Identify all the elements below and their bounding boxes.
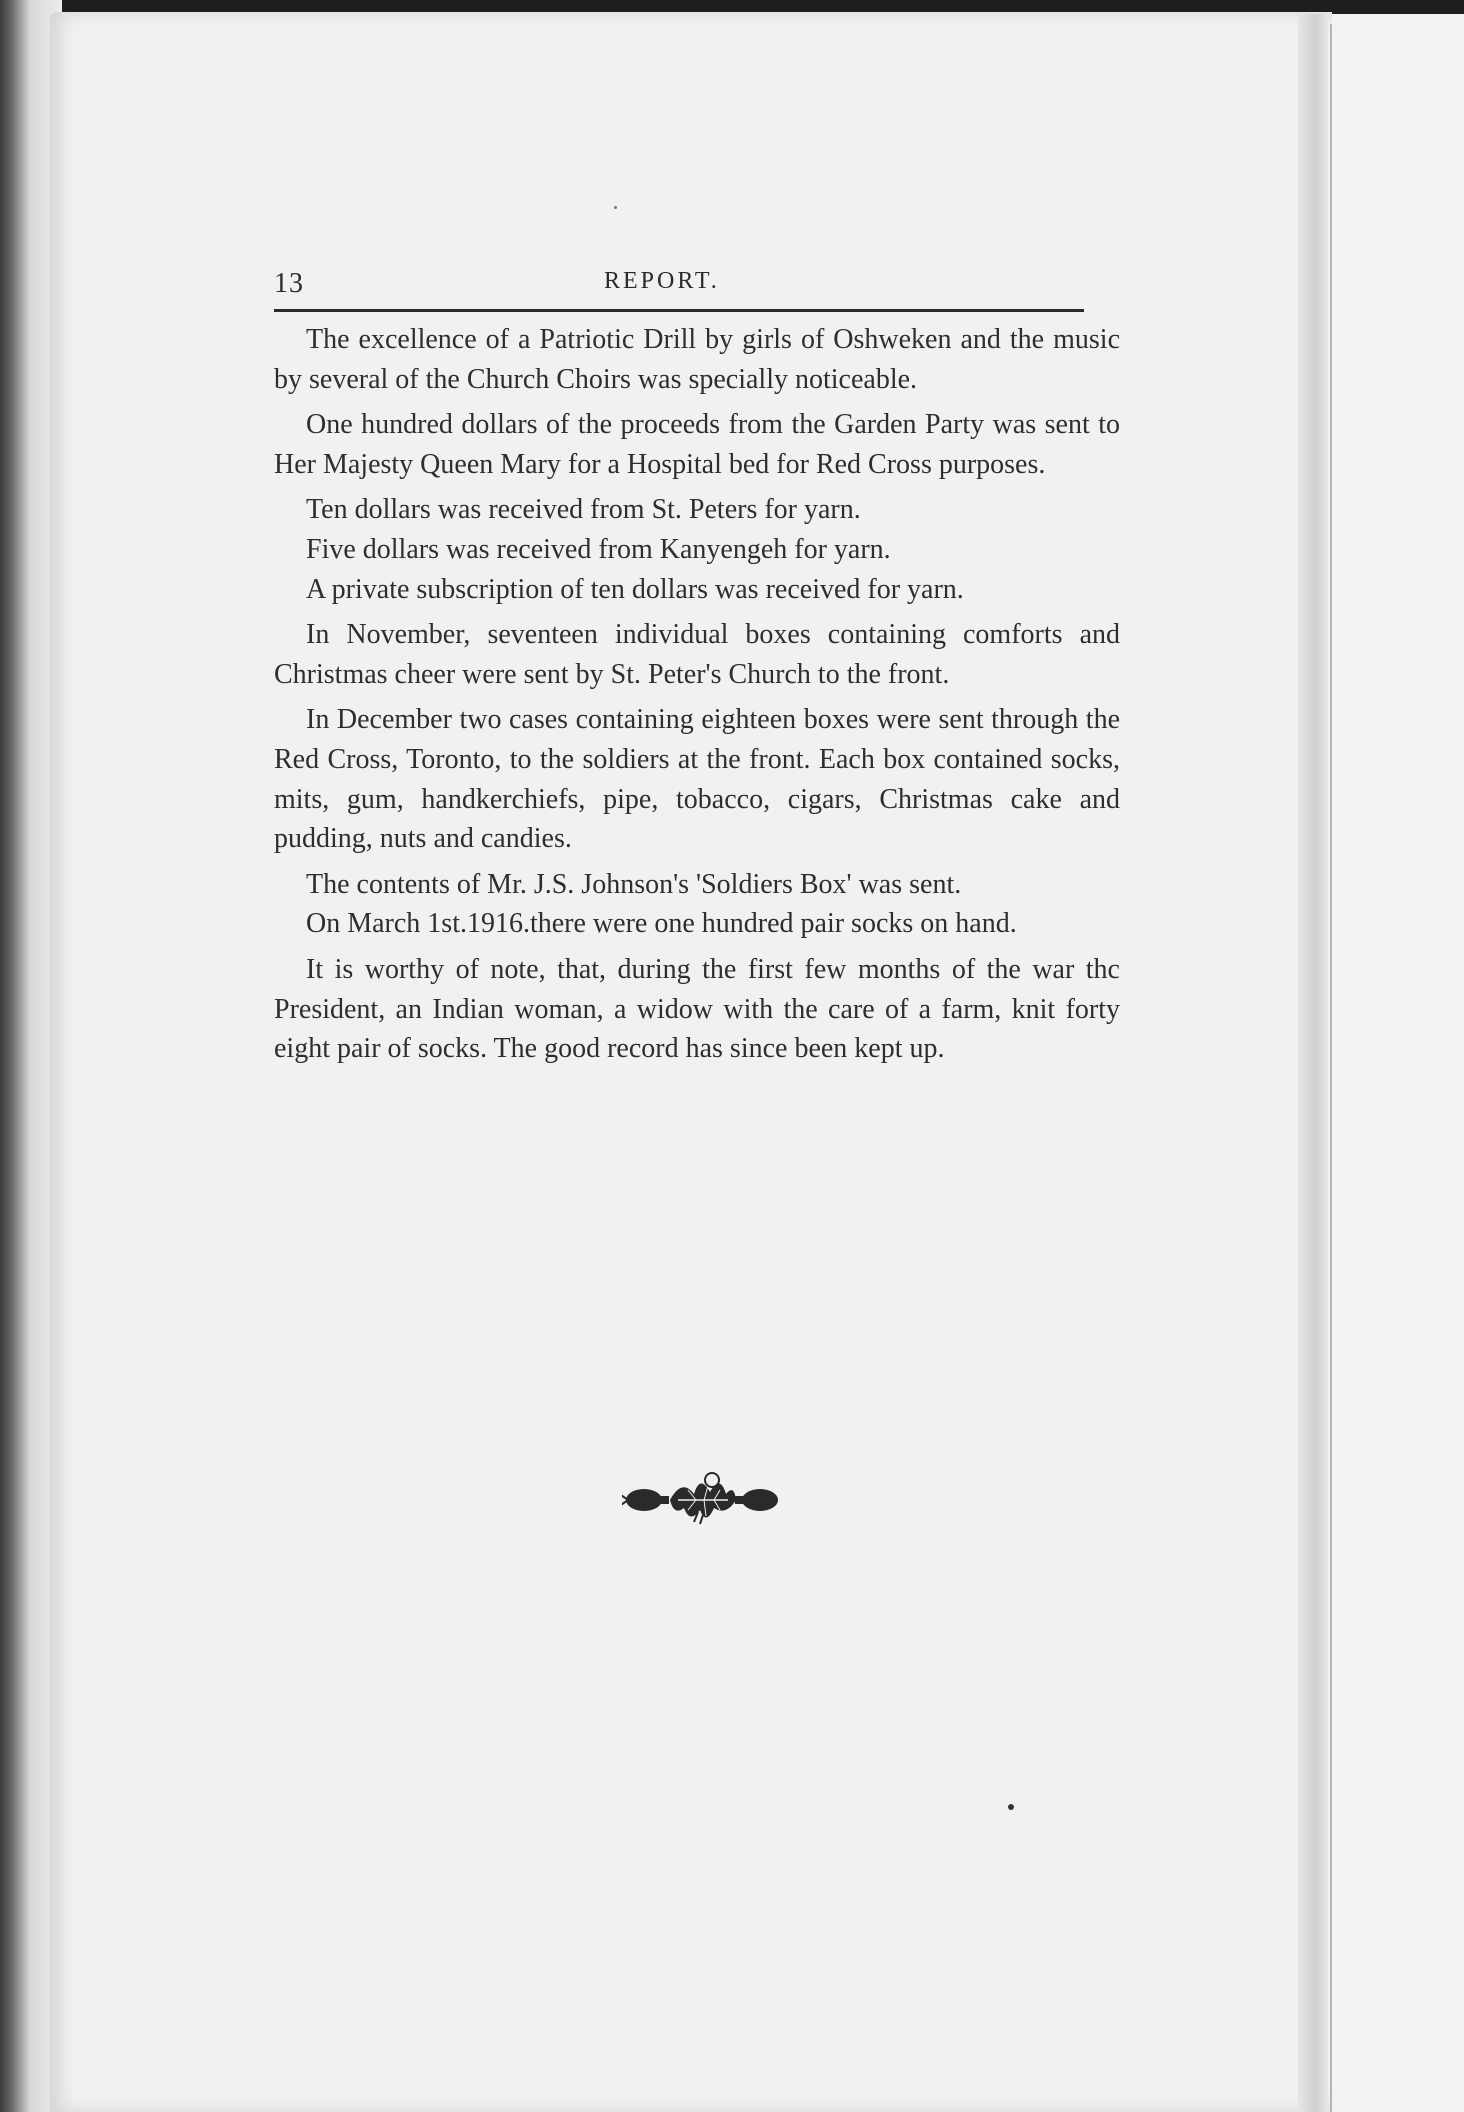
paragraph-december-cases: In December two cases containing eighteen boxes were sent through the Red Cross, Toronto, to the soldiers at the front. Each box contained socks, mits, gum, handkerchiefs, pipe, tobacco, cigars, Christmas cake and pudding, nuts and candies. [274, 704, 1120, 855]
running-head: REPORT. [604, 268, 720, 294]
book-gutter [1298, 14, 1328, 2112]
paragraph-garden-party: One hundred dollars of the proceeds from the Garden Party was sent to Her Majesty Queen Mary for a Hospital bed for Red Cross purposes. [274, 409, 1120, 480]
body-text [274, 320, 1120, 1075]
paragraph-march-socks: On March 1st.1916.there were one hundred pair socks on hand. [306, 908, 1017, 940]
paragraph-private-subscription: A private subscription of ten dollars was received for yarn. [306, 573, 964, 605]
page-number: 13 [274, 268, 304, 299]
paragraph-patriotic-drill: The excellence of a Patriotic Drill by girls of Oshweken and the music by several of the Church Choirs was specially noticeable. [274, 324, 1120, 395]
paragraph-president-note: It is worthy of note, that, during the first few months of the war thc President, an Indian woman, a widow with the care of a farm, knit forty eight pair of socks. The good record has since been kept up. [274, 953, 1120, 1065]
facing-page-edge [1332, 14, 1464, 2112]
paragraph-kanyengeh-yarn: Five dollars was received from Kanyengeh for yarn. [306, 533, 891, 565]
page-speck [1008, 1804, 1014, 1810]
header-rule [274, 309, 1084, 312]
paragraph-november-boxes: In November, seventeen individual boxes containing comforts and Christmas cheer were sent by St. Peter's Church to the front. [274, 619, 1120, 690]
page-header [274, 268, 1084, 308]
thistle-ornament-icon [622, 1464, 782, 1534]
paragraph-st-peters-yarn: Ten dollars was received from St. Peters for yarn. [306, 494, 861, 526]
page-speck [614, 206, 617, 209]
paragraph-soldiers-box: The contents of Mr. J.S. Johnson's 'Soldiers Box' was sent. [306, 868, 962, 900]
